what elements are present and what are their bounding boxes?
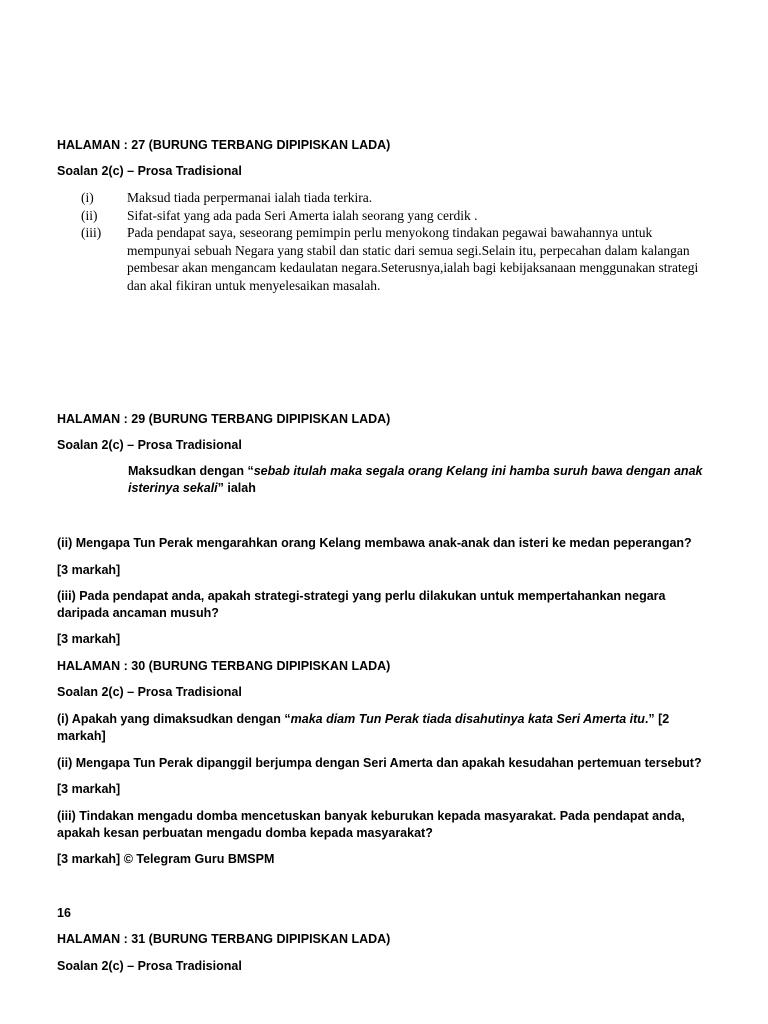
section2-question-3-mark: [3 markah] [57,632,121,646]
page-number: 16 [57,906,71,920]
answer-number: (i) [81,190,94,205]
section3-question-2-mark: [3 markah] [57,782,121,796]
answer-item [81,224,713,294]
q1-suffix: .” [2 markah] [57,712,670,743]
section2-question-1 [128,463,708,497]
section3-heading: HALAMAN : 30 (BURUNG TERBANG DIPIPISKAN LADA) [57,659,391,673]
q1-quote: maka diam Tun Perak tiada disahutinya kata Seri Amerta itu [290,712,645,726]
section2-subheading: Soalan 2(c) – Prosa Tradisional [57,438,242,452]
section2-question-2: (ii) Mengapa Tun Perak mengarahkan orang Kelang membawa anak-anak dan isteri ke medan peperangan? [57,536,692,550]
q1-prefix: (i) Apakah yang dimaksudkan dengan “ [57,712,291,726]
q1-suffix: ” ialah [217,481,256,495]
section2-heading: HALAMAN : 29 (BURUNG TERBANG DIPIPISKAN LADA) [57,412,391,426]
section1-heading: HALAMAN : 27 (BURUNG TERBANG DIPIPISKAN LADA) [57,138,391,152]
section3-subheading: Soalan 2(c) – Prosa Tradisional [57,685,242,699]
answer-item [81,189,713,207]
answer-text: Sifat-sifat yang ada pada Seri Amerta ialah seorang yang cerdik . [127,208,478,223]
q1-prefix: Maksudkan dengan “ [128,464,254,478]
section3-question-2: (ii) Mengapa Tun Perak dipanggil berjumpa dengan Seri Amerta dan apakah kesudahan pertemuan tersebut? [57,756,702,770]
answer-number: (ii) [81,208,98,223]
q1-quote: sebab itulah maka segala orang Kelang ini hamba suruh bawa dengan anak isterinya sekali [128,464,703,495]
section2-question-2-mark: [3 markah] [57,563,121,577]
answer-item [81,207,713,225]
section3-question-1 [57,711,708,745]
section3-question-3: (iii) Tindakan mengadu domba mencetuskan banyak keburukan kepada masyarakat. Pada pendapat anda, apakah kesan perbuatan mengadu domba kepada masyarakat? [57,809,685,840]
section2-question-3: (iii) Pada pendapat anda, apakah strategi-strategi yang perlu dilakukan untuk mempertahankan negara daripada ancaman musuh? [57,589,666,620]
section3-question-3-mark: [3 markah] © Telegram Guru BMSPM [57,852,275,866]
answer-text: Maksud tiada perpermanai ialah tiada terkira. [127,190,373,205]
section4-subheading: Soalan 2(c) – Prosa Tradisional [57,959,242,973]
section1-subheading: Soalan 2(c) – Prosa Tradisional [57,164,242,178]
answer-number: (iii) [81,225,102,240]
answer-text: Pada pendapat saya, seseorang pemimpin perlu menyokong tindakan pegawai bawahannya untuk mempunyai sebuah Negara yang stabil dan static dari semua segi.Selain itu, perpecahan dalam kalangan pembesar akan mengancam kedaulatan negara.Seterusnya,ialah bagi kebijaksanaan menggunakan strategi dan akal fikiran untuk menyelesaikan masalah. [127,225,699,293]
section4-heading: HALAMAN : 31 (BURUNG TERBANG DIPIPISKAN LADA) [57,932,391,946]
